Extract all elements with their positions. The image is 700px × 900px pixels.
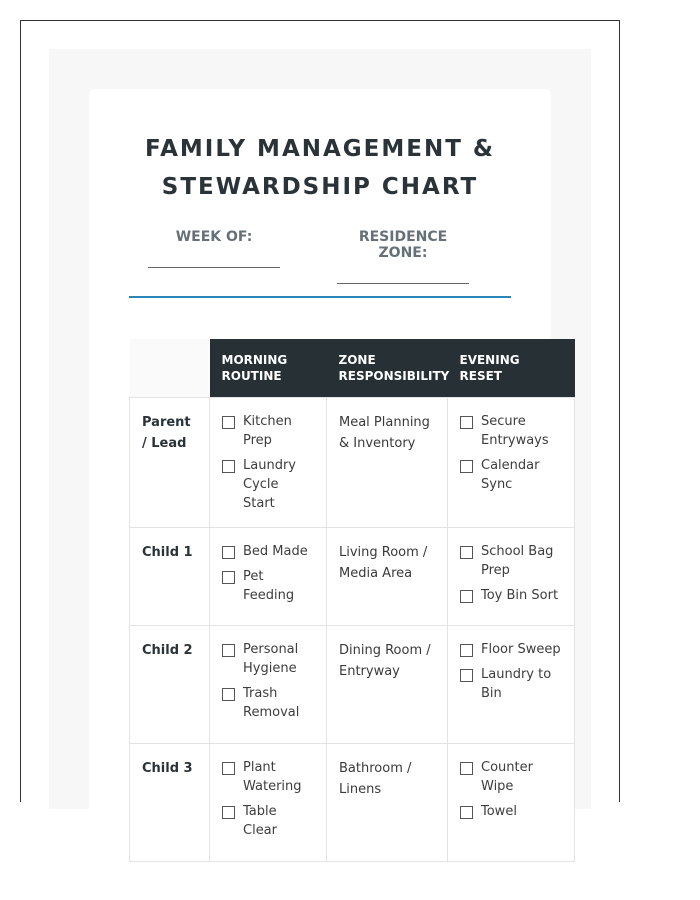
week-of-label: WEEK OF:: [175, 229, 253, 245]
zone-responsibility: Dining Room / Entryway: [327, 625, 448, 743]
task-item[interactable]: School Bag Prep: [460, 542, 562, 580]
task-item[interactable]: Counter Wipe: [460, 758, 562, 796]
table-row: [130, 397, 575, 527]
task-item[interactable]: Bed Made: [222, 542, 314, 561]
checkbox[interactable]: [460, 644, 473, 657]
checkbox[interactable]: [222, 762, 235, 775]
checkbox[interactable]: [460, 669, 473, 682]
table-row: [130, 527, 575, 625]
task-item[interactable]: Laundry Cycle Start: [222, 456, 314, 513]
checkbox[interactable]: [222, 806, 235, 819]
zone-responsibility: Meal Planning & Inventory: [327, 397, 448, 527]
page-title: FAMILY MANAGEMENT & STEWARDSHIP CHART: [145, 136, 495, 200]
morning-tasks: [210, 397, 327, 527]
checkbox[interactable]: [222, 571, 235, 584]
column-header-zone: ZONE RESPONSIBILITY: [327, 339, 448, 397]
checkbox[interactable]: [222, 416, 235, 429]
residence-zone-blank-line[interactable]: [337, 283, 469, 284]
task-item[interactable]: Calendar Sync: [460, 456, 562, 494]
task-item[interactable]: Trash Removal: [222, 684, 314, 722]
task-item[interactable]: Toy Bin Sort: [460, 586, 562, 605]
zone-responsibility: Living Room / Media Area: [327, 527, 448, 625]
evening-tasks: [448, 527, 575, 625]
morning-tasks: [210, 527, 327, 625]
checkbox[interactable]: [460, 806, 473, 819]
task-item[interactable]: Pet Feeding: [222, 567, 314, 605]
table-row: [130, 743, 575, 861]
morning-tasks: [210, 743, 327, 861]
member-name: Parent / Lead: [130, 397, 210, 527]
task-item[interactable]: Kitchen Prep: [222, 412, 314, 450]
column-header-evening: EVENING RESET: [448, 339, 575, 397]
checkbox[interactable]: [460, 416, 473, 429]
residence-zone-label: RESIDENCE ZONE:: [358, 229, 448, 261]
chore-table: [129, 339, 575, 862]
morning-tasks: [210, 625, 327, 743]
evening-tasks: [448, 397, 575, 527]
header-divider: [129, 296, 511, 298]
task-item[interactable]: Table Clear: [222, 802, 314, 840]
checkbox[interactable]: [460, 590, 473, 603]
task-item[interactable]: Personal Hygiene: [222, 640, 314, 678]
task-item[interactable]: Laundry to Bin: [460, 665, 562, 703]
task-item[interactable]: Towel: [460, 802, 562, 821]
member-name: Child 3: [130, 743, 210, 861]
task-item[interactable]: Floor Sweep: [460, 640, 562, 659]
week-of-blank-line[interactable]: [148, 267, 280, 268]
task-item[interactable]: Secure Entryways: [460, 412, 562, 450]
chart-card: [89, 89, 561, 838]
table-header-row: [130, 339, 575, 397]
checkbox[interactable]: [222, 546, 235, 559]
checkbox[interactable]: [222, 644, 235, 657]
evening-tasks: [448, 625, 575, 743]
page-background: [49, 49, 591, 838]
column-header-member: [130, 339, 210, 397]
member-name: Child 1: [130, 527, 210, 625]
member-name: Child 2: [130, 625, 210, 743]
checkbox[interactable]: [460, 546, 473, 559]
table-row: [130, 625, 575, 743]
zone-responsibility: Bathroom / Linens: [327, 743, 448, 861]
document-frame: [20, 20, 620, 838]
week-of-field: [144, 229, 284, 268]
checkbox[interactable]: [460, 460, 473, 473]
task-item[interactable]: Plant Watering: [222, 758, 314, 796]
evening-tasks: [448, 743, 575, 861]
residence-zone-field: [333, 229, 473, 284]
checkbox[interactable]: [222, 688, 235, 701]
column-header-morning: MORNING ROUTINE: [210, 339, 327, 397]
checkbox[interactable]: [460, 762, 473, 775]
checkbox[interactable]: [222, 460, 235, 473]
